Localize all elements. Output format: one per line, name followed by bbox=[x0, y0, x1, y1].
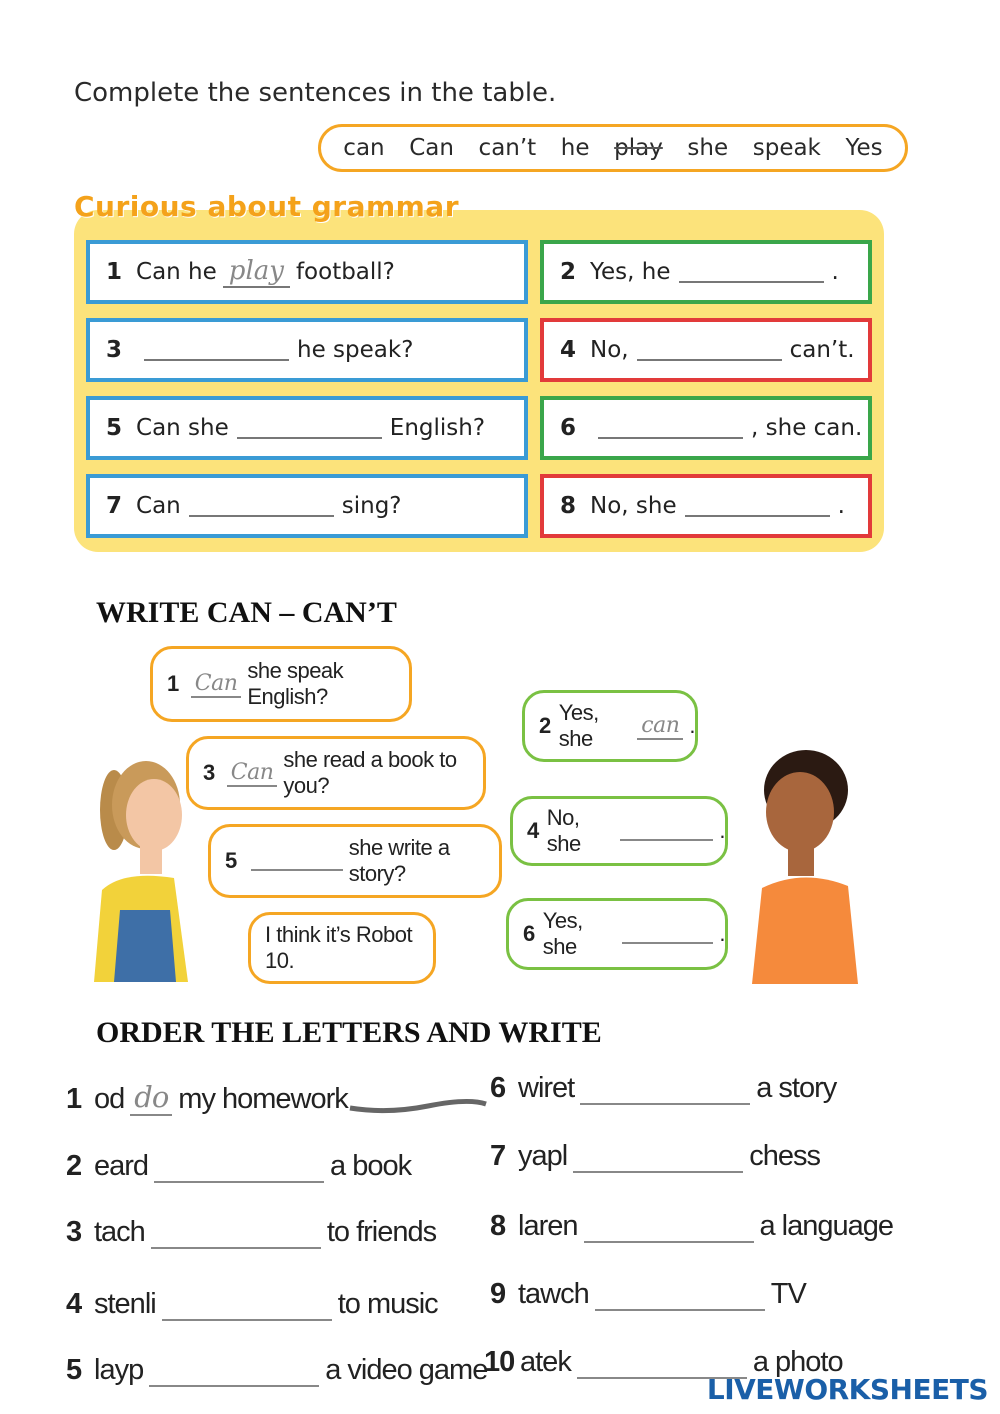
phrase-text: a language bbox=[759, 1210, 894, 1242]
answer-blank[interactable] bbox=[573, 1147, 743, 1173]
grammar-cell-7 bbox=[86, 474, 528, 538]
order-item-4 bbox=[66, 1288, 438, 1321]
order-item-5 bbox=[66, 1354, 487, 1387]
cell-text: sing? bbox=[341, 493, 402, 519]
speech-bubble-4 bbox=[510, 796, 728, 866]
cell-text: Can she bbox=[136, 415, 229, 441]
cell-text: Can bbox=[136, 493, 181, 519]
cell-number: 4 bbox=[560, 337, 577, 363]
scrambled-word: laren bbox=[518, 1210, 578, 1242]
order-item-2 bbox=[66, 1150, 411, 1183]
bubble-text: Yes, she bbox=[542, 908, 583, 959]
word-bank-item: Can bbox=[409, 135, 454, 161]
cell-text: . bbox=[831, 259, 839, 285]
phrase-text: to friends bbox=[326, 1216, 437, 1248]
bubble-text: she read a book to you? bbox=[283, 747, 457, 798]
phrase-text: a photo bbox=[752, 1346, 843, 1378]
phrase-text: a book bbox=[330, 1150, 412, 1182]
scrambled-word: tawch bbox=[518, 1278, 589, 1310]
answer-blank[interactable] bbox=[151, 1223, 321, 1249]
scrambled-word: layp bbox=[94, 1354, 144, 1386]
speech-bubble-1 bbox=[150, 646, 412, 722]
item-number: 1 bbox=[66, 1083, 82, 1115]
bubble-text: . bbox=[719, 921, 725, 946]
bubble-number: 2 bbox=[539, 713, 551, 738]
bubble-number: 5 bbox=[225, 848, 237, 873]
order-item-6 bbox=[490, 1072, 836, 1105]
bubble-text: she speak English? bbox=[247, 658, 344, 709]
example-answer: play bbox=[223, 256, 290, 288]
answer-blank[interactable] bbox=[620, 821, 713, 841]
grammar-cell-6 bbox=[540, 396, 872, 460]
bubble-text: I think it’s Robot 10. bbox=[265, 922, 413, 973]
grammar-cell-3 bbox=[86, 318, 528, 382]
answer-blank[interactable] bbox=[237, 417, 382, 439]
order-item-7 bbox=[490, 1140, 820, 1173]
cell-number: 6 bbox=[560, 415, 577, 441]
boy-illustration bbox=[748, 728, 860, 984]
phrase-text: TV bbox=[770, 1278, 806, 1310]
order-item-8 bbox=[490, 1210, 893, 1243]
bubble-text: . bbox=[689, 713, 695, 738]
grammar-box bbox=[74, 210, 884, 552]
answer-blank[interactable] bbox=[162, 1295, 332, 1321]
cell-number: 8 bbox=[560, 493, 577, 519]
speech-bubble-3 bbox=[186, 736, 486, 810]
speech-bubble-5 bbox=[208, 824, 502, 898]
phrase-text: my homework bbox=[178, 1083, 348, 1115]
cell-text: No, bbox=[590, 337, 629, 363]
cell-text: he speak? bbox=[297, 337, 414, 363]
answer-blank[interactable] bbox=[679, 261, 824, 283]
word-bank-item: can’t bbox=[478, 135, 537, 161]
item-number: 9 bbox=[490, 1278, 506, 1310]
cell-text: No, she bbox=[590, 493, 677, 519]
phrase-text: a video game bbox=[325, 1354, 488, 1386]
order-item-3 bbox=[66, 1216, 436, 1249]
word-bank bbox=[318, 124, 908, 172]
word-bank-item: speak bbox=[752, 135, 821, 161]
cell-number: 1 bbox=[106, 259, 123, 285]
cell-number: 2 bbox=[560, 259, 577, 285]
item-number: 4 bbox=[66, 1288, 82, 1320]
cell-text: English? bbox=[389, 415, 486, 441]
bubble-text: Yes, she bbox=[558, 700, 599, 751]
answer-blank[interactable] bbox=[622, 924, 714, 944]
answer-blank[interactable] bbox=[189, 495, 334, 517]
answer-blank[interactable] bbox=[149, 1361, 319, 1387]
cell-text: Can he bbox=[136, 259, 217, 285]
item-number: 8 bbox=[490, 1210, 506, 1242]
answer-blank[interactable] bbox=[637, 339, 782, 361]
bubble-number: 1 bbox=[167, 671, 179, 696]
word-bank-item: Yes bbox=[845, 135, 883, 161]
word-bank-item-used: play bbox=[614, 135, 663, 161]
scrambled-word: eard bbox=[94, 1150, 149, 1182]
answer-blank[interactable] bbox=[251, 851, 343, 871]
scrambled-word: tach bbox=[94, 1216, 145, 1248]
example-answer: Can bbox=[227, 760, 278, 787]
example-answer: can bbox=[637, 713, 683, 740]
word-bank-item: he bbox=[560, 135, 590, 161]
item-number: 7 bbox=[490, 1140, 506, 1172]
speech-bubble-2 bbox=[522, 690, 698, 762]
answer-blank[interactable] bbox=[595, 1285, 765, 1311]
section-heading: ORDER THE LETTERS AND WRITE bbox=[96, 1016, 602, 1049]
cell-text: can’t. bbox=[789, 337, 855, 363]
answer-blank[interactable] bbox=[580, 1079, 750, 1105]
grammar-cell-4 bbox=[540, 318, 872, 382]
girl-illustration bbox=[84, 720, 194, 982]
item-number: 10 bbox=[484, 1346, 515, 1378]
answer-blank[interactable] bbox=[685, 495, 830, 517]
cell-text: . bbox=[837, 493, 845, 519]
answer-blank[interactable] bbox=[584, 1217, 754, 1243]
item-number: 3 bbox=[66, 1216, 82, 1248]
answer-blank[interactable] bbox=[598, 417, 743, 439]
phrase-text: a story bbox=[756, 1072, 837, 1104]
order-item-9 bbox=[490, 1278, 806, 1311]
liveworksheets-logo: LIVEWORKSHEETS bbox=[706, 1373, 988, 1406]
cell-number: 3 bbox=[106, 337, 123, 363]
bubble-number: 3 bbox=[203, 760, 215, 785]
bubble-number: 6 bbox=[523, 921, 535, 946]
answer-blank[interactable] bbox=[154, 1157, 324, 1183]
section-heading: WRITE CAN – CAN’T bbox=[96, 596, 397, 629]
item-number: 6 bbox=[490, 1072, 506, 1104]
order-item-1 bbox=[66, 1080, 488, 1116]
phrase-text: chess bbox=[749, 1140, 820, 1172]
cell-text: Yes, he bbox=[590, 259, 671, 285]
scrambled-word: atek bbox=[520, 1346, 571, 1378]
bubble-text: . bbox=[719, 818, 725, 843]
cell-number: 5 bbox=[106, 415, 123, 441]
item-number: 5 bbox=[66, 1354, 82, 1386]
squiggle-line bbox=[348, 1096, 488, 1116]
word-bank-item: she bbox=[687, 135, 729, 161]
example-answer: do bbox=[130, 1080, 172, 1116]
speech-bubble-6 bbox=[506, 898, 728, 970]
cell-text: , she can. bbox=[751, 415, 863, 441]
scrambled-word: yapl bbox=[518, 1140, 568, 1172]
bubble-text: No, she bbox=[546, 805, 581, 856]
bubble-number: 4 bbox=[527, 818, 539, 843]
phrase-text: to music bbox=[337, 1288, 438, 1320]
item-number: 2 bbox=[66, 1150, 82, 1182]
cell-text: football? bbox=[295, 259, 395, 285]
cell-number: 7 bbox=[106, 493, 123, 519]
bubble-text: she write a story? bbox=[348, 835, 450, 886]
scrambled-word: wiret bbox=[518, 1072, 575, 1104]
scrambled-word: od bbox=[94, 1083, 125, 1115]
grammar-cell-8 bbox=[540, 474, 872, 538]
speech-bubble-robot bbox=[248, 912, 436, 984]
grammar-cell-1 bbox=[86, 240, 528, 304]
instruction-text: Complete the sentences in the table. bbox=[74, 78, 557, 108]
grammar-cell-5 bbox=[86, 396, 528, 460]
example-answer: Can bbox=[191, 671, 242, 698]
scrambled-word: stenli bbox=[94, 1288, 156, 1320]
grammar-cell-2 bbox=[540, 240, 872, 304]
curious-banner: Curious about grammar bbox=[74, 190, 460, 223]
word-bank-item: can bbox=[343, 135, 385, 161]
answer-blank[interactable] bbox=[144, 339, 289, 361]
